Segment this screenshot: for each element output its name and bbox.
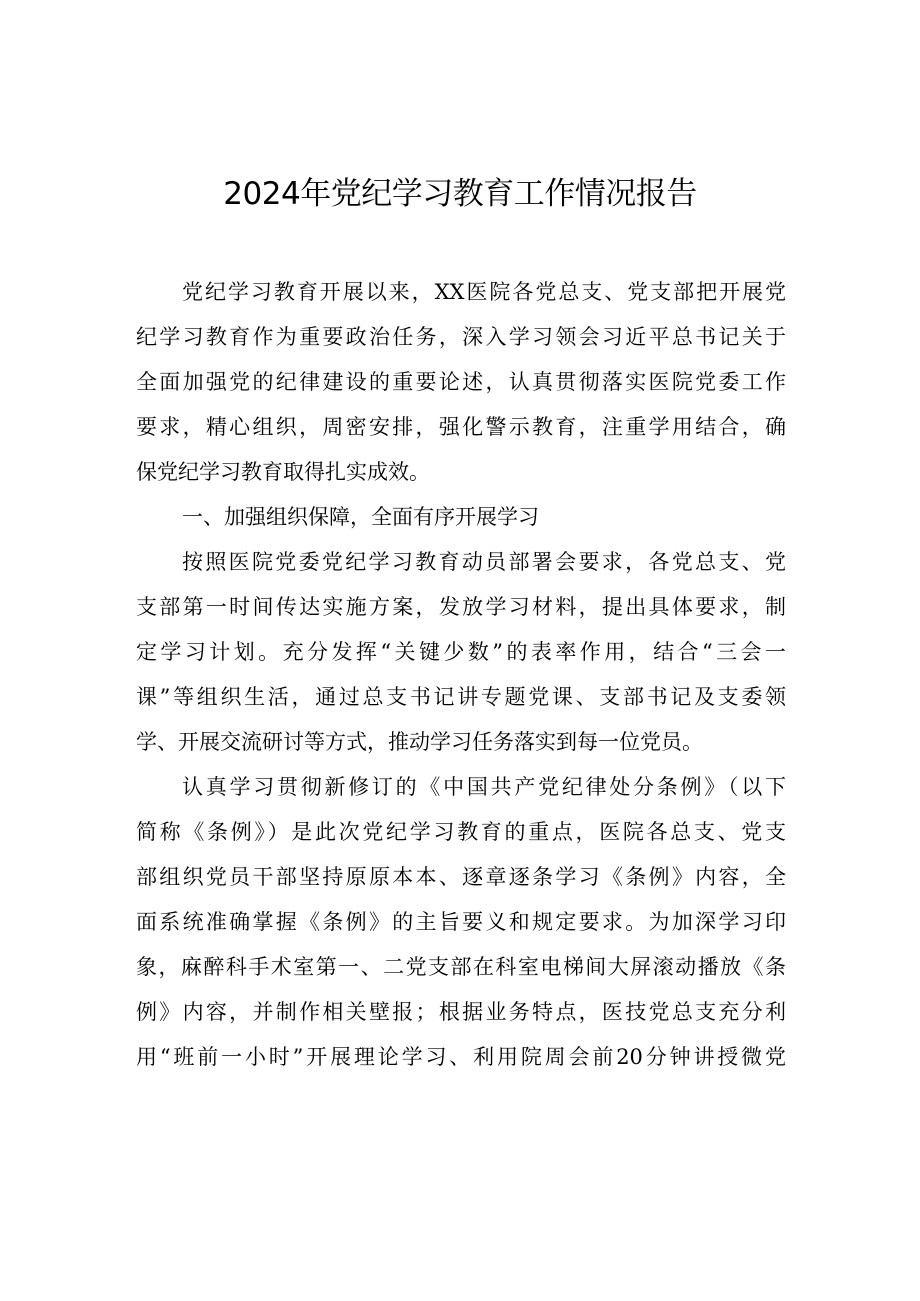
paragraph-1-line-3: 全面加强党的纪律建设的重要论述，认真贯彻落实医院党委工作 xyxy=(136,370,786,394)
paragraph-2-line-2: 支部第一时间传达实施方案，发放学习材料，提出具体要求，制 xyxy=(136,595,786,619)
paragraph-2-line-1: 按照医院党委党纪学习教育动员部署会要求，各党总支、党 xyxy=(182,550,786,574)
paragraph-3-line-5: 象，麻醉科手术室第一、二党支部在科室电梯间大屏滚动播放《条 xyxy=(136,955,786,979)
paragraph-3-line-7: 用“班前一小时”开展理论学习、利用院周会前20分钟讲授微党 xyxy=(136,1045,786,1069)
paragraph-3-line-3: 部组织党员干部坚持原原本本、逐章逐条学习《条例》内容，全 xyxy=(136,865,786,889)
paragraph-3-line-1: 认真学习贯彻新修订的《中国共产党纪律处分条例》（以下 xyxy=(182,775,786,799)
paragraph-2-line-5: 学、开展交流研讨等方式，推动学习任务落实到每一位党员。 xyxy=(136,730,703,754)
paragraph-3-line-2: 简称《条例》）是此次党纪学习教育的重点，医院各总支、党支 xyxy=(136,820,786,844)
paragraph-1-line-1: 党纪学习教育开展以来，XX医院各党总支、党支部把开展党 xyxy=(182,280,786,304)
paragraph-1-line-4: 要求，精心组织，周密安排，强化警示教育，注重学用结合，确 xyxy=(136,415,786,439)
paragraph-3-line-6: 例》内容，并制作相关壁报；根据业务特点，医技党总支充分利 xyxy=(136,1000,786,1024)
paragraph-1-line-2: 纪学习教育作为重要政治任务，深入学习领会习近平总书记关于 xyxy=(136,325,786,349)
document-title: 2024年党纪学习教育工作情况报告 xyxy=(223,176,697,212)
paragraph-2-line-3: 定学习计划。充分发挥“关键少数”的表率作用，结合“三会一 xyxy=(136,640,786,664)
paragraph-3-line-4: 面系统准确掌握《条例》的主旨要义和规定要求。为加深学习印 xyxy=(136,910,786,934)
section-1-heading: 一、加强组织保障，全面有序开展学习 xyxy=(182,505,539,529)
paragraph-1-line-5: 保党纪学习教育取得扎实成效。 xyxy=(136,460,430,484)
paragraph-2-line-4: 课”等组织生活，通过总支书记讲专题党课、支部书记及支委领 xyxy=(136,685,786,709)
